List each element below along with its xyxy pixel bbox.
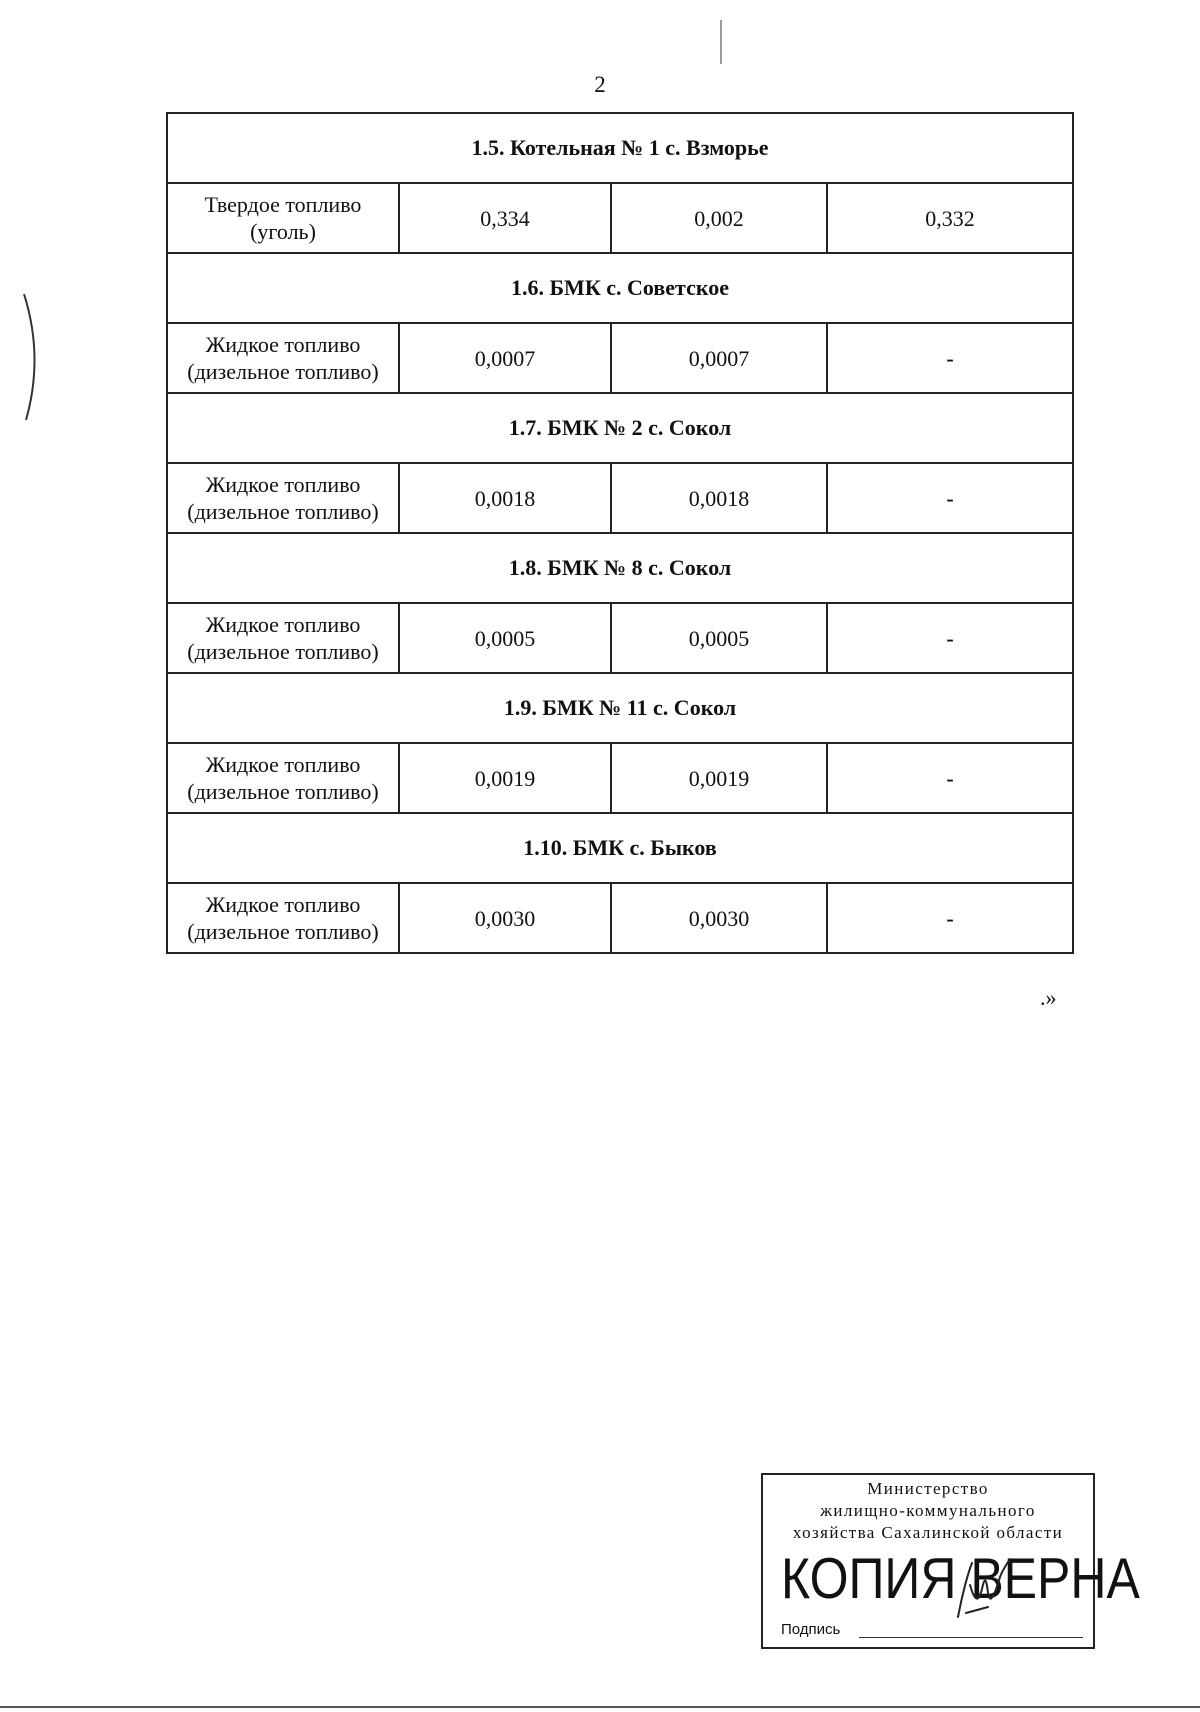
value-cell: - [827, 743, 1073, 813]
fuel-type-cell [167, 323, 399, 393]
section-title: 1.8. БМК № 8 с. Сокол [167, 533, 1073, 603]
value-cell: - [827, 603, 1073, 673]
section-header-row [167, 673, 1073, 743]
section-header-row [167, 393, 1073, 463]
table-row [167, 883, 1073, 953]
section-header-row [167, 533, 1073, 603]
value-cell: - [827, 883, 1073, 953]
table-row [167, 463, 1073, 533]
fuel-type-line: (уголь) [250, 219, 316, 244]
value-cell: - [827, 463, 1073, 533]
scan-artifact-bracket [22, 292, 44, 422]
fuel-type-cell [167, 883, 399, 953]
stamp-signature-line [859, 1637, 1083, 1638]
value-cell: 0,0030 [611, 883, 827, 953]
fuel-type-cell [167, 183, 399, 253]
handwritten-signature [948, 1555, 1018, 1625]
section-header-row [167, 113, 1073, 183]
stamp-signature-label: Подпись [781, 1621, 841, 1638]
stamp-ministry-line: жилищно-коммунального [820, 1501, 1036, 1520]
stamp-main-text: КОПИЯ ВЕРНА [781, 1546, 1140, 1611]
section-title: 1.10. БМК с. Быков [167, 813, 1073, 883]
value-cell: 0,0005 [611, 603, 827, 673]
value-cell: 0,334 [399, 183, 611, 253]
scan-artifact-line [720, 20, 722, 64]
fuel-type-line: (дизельное топливо) [187, 779, 379, 804]
value-cell: 0,0007 [611, 323, 827, 393]
stamp-ministry-line: хозяйства Сахалинской области [792, 1523, 1064, 1542]
fuel-type-line: Жидкое топливо [205, 612, 361, 637]
value-cell: 0,0005 [399, 603, 611, 673]
value-cell: 0,0030 [399, 883, 611, 953]
fuel-type-line: Жидкое топливо [205, 332, 361, 357]
fuel-type-line: (дизельное топливо) [187, 499, 379, 524]
section-title: 1.6. БМК с. Советское [167, 253, 1073, 323]
table-row [167, 743, 1073, 813]
section-title: 1.9. БМК № 11 с. Сокол [167, 673, 1073, 743]
table-row [167, 603, 1073, 673]
section-header-row [167, 813, 1073, 883]
value-cell: 0,0007 [399, 323, 611, 393]
fuel-type-cell [167, 743, 399, 813]
table-row [167, 323, 1073, 393]
section-header-row [167, 253, 1073, 323]
fuel-type-line: (дизельное топливо) [187, 919, 379, 944]
value-cell: 0,0019 [399, 743, 611, 813]
value-cell: - [827, 323, 1073, 393]
fuel-type-line: (дизельное топливо) [187, 359, 379, 384]
fuel-type-cell [167, 603, 399, 673]
fuel-type-line: Твердое топливо [204, 192, 362, 217]
value-cell: 0,002 [611, 183, 827, 253]
value-cell: 0,0019 [611, 743, 827, 813]
closing-quote: .» [1040, 985, 1057, 1010]
section-title: 1.5. Котельная № 1 с. Взморье [167, 113, 1073, 183]
fuel-type-line: Жидкое топливо [205, 892, 361, 917]
fuel-type-line: Жидкое топливо [205, 752, 361, 777]
table-row [167, 183, 1073, 253]
fuel-type-line: Жидкое топливо [205, 472, 361, 497]
fuel-type-cell [167, 463, 399, 533]
value-cell: 0,0018 [399, 463, 611, 533]
section-title: 1.7. БМК № 2 с. Сокол [167, 393, 1073, 463]
page-number: 2 [594, 72, 606, 97]
value-cell: 0,332 [827, 183, 1073, 253]
fuel-table [166, 112, 1074, 954]
scan-bottom-edge [0, 1706, 1200, 1708]
fuel-type-line: (дизельное топливо) [187, 639, 379, 664]
copy-certified-stamp [761, 1473, 1140, 1649]
value-cell: 0,0018 [611, 463, 827, 533]
stamp-ministry-line: Министерство [867, 1479, 989, 1498]
